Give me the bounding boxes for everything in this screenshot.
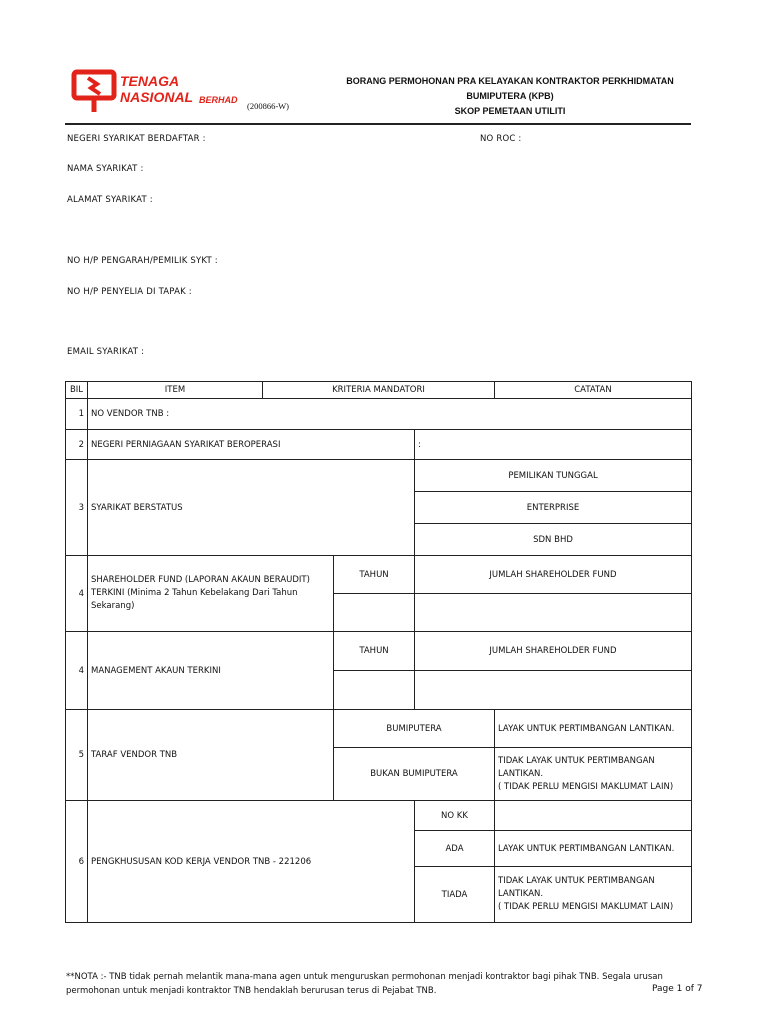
row6-bil: 6 [66, 801, 88, 923]
form-title-line-3: SKOP PEMETAAN UTILITI [454, 106, 566, 116]
row2-negeri-input[interactable]: : [415, 430, 692, 460]
row4b-tahun-input[interactable] [334, 671, 415, 710]
row2-item: NEGERI PERNIAGAAN SYARIKAT BEROPERASI [88, 430, 415, 460]
row4a-tahun-header: TAHUN [334, 556, 415, 594]
header-catatan: CATATAN [495, 382, 692, 399]
row4b-jumlah-header: JUMLAH SHAREHOLDER FUND [415, 632, 692, 671]
table-row [66, 556, 692, 594]
no-kk-input[interactable] [495, 801, 692, 831]
row4a-jumlah-header: JUMLAH SHAREHOLDER FUND [415, 556, 692, 594]
table-row [66, 430, 692, 460]
row4b-tahun-header: TAHUN [334, 632, 415, 671]
note-ada: LAYAK UNTUK PERTIMBANGAN LANTIKAN. [495, 831, 692, 867]
tnb-logo-icon [70, 68, 118, 116]
field-hp-penyelia[interactable]: NO H/P PENYELIA DI TAPAK : [67, 287, 192, 297]
row2-bil: 2 [66, 430, 88, 460]
row4a-tahun-input[interactable] [334, 594, 415, 632]
row6-item: PENGKHUSUSAN KOD KERJA VENDOR TNB - 221206 [88, 801, 415, 923]
table-row [66, 399, 692, 430]
footer-note-line-2: permohonan untuk menjadi kontraktor TNB hendaklah berurusan terus di Pejabat TNB. [66, 986, 437, 996]
option-bukan-bumiputera[interactable]: BUKAN BUMIPUTERA [334, 748, 495, 801]
form-title-line-2: BUMIPUTERA (KPB) [466, 91, 554, 101]
field-email-syarikat[interactable]: EMAIL SYARIKAT : [67, 347, 145, 357]
logo-text-nasional: NASIONAL [120, 89, 194, 105]
row3-item: SYARIKAT BERSTATUS [88, 460, 415, 556]
logo-text-tenaga: TENAGA [120, 73, 180, 89]
field-nama-syarikat[interactable]: NAMA SYARIKAT : [67, 164, 144, 174]
option-ada[interactable]: ADA [415, 831, 495, 867]
table-row [66, 460, 692, 492]
row4a-bil: 4 [66, 556, 88, 632]
row1-no-vendor[interactable]: NO VENDOR TNB : [88, 399, 692, 430]
option-tiada[interactable]: TIADA [415, 867, 495, 923]
field-hp-pengarah[interactable]: NO H/P PENGARAH/PEMILIK SYKT : [67, 256, 218, 266]
form-title [330, 74, 690, 119]
table-row [66, 710, 692, 748]
note-bumiputera: LAYAK UNTUK PERTIMBANGAN LANTIKAN. [495, 710, 692, 748]
header-kriteria: KRITERIA MANDATORI [263, 382, 495, 399]
row4a-jumlah-input[interactable] [415, 594, 692, 632]
footer-note-line-1: **NOTA :- TNB tidak pernah melantik mana-mana agen untuk menguruskan permohonan menjadi kontraktor bagi pihak TNB. Segala urusan [66, 972, 663, 982]
option-sdn-bhd[interactable]: SDN BHD [415, 524, 692, 556]
criteria-table [65, 381, 692, 923]
table-header-row [66, 382, 692, 399]
field-negeri-berdaftar[interactable]: NEGERI SYARIKAT BERDAFTAR : [67, 134, 206, 144]
registration-number: (200866-W) [247, 101, 290, 111]
row4a-item: SHAREHOLDER FUND (LAPORAN AKAUN BERAUDIT) TERKINI (Minima 2 Tahun Kebelakang Dari Tahun Sekarang) [88, 556, 334, 632]
logo-text-berhad: BERHAD [199, 95, 238, 105]
field-alamat-syarikat[interactable]: ALAMAT SYARIKAT : [67, 195, 153, 205]
row4b-bil: 4 [66, 632, 88, 710]
field-no-roc[interactable]: NO ROC : [480, 134, 522, 144]
row4b-item: MANAGEMENT AKAUN TERKINI [88, 632, 334, 710]
note-tiada: TIDAK LAYAK UNTUK PERTIMBANGAN LANTIKAN. ( TIDAK PERLU MENGISI MAKLUMAT LAIN) [495, 867, 692, 923]
option-enterprise[interactable]: ENTERPRISE [415, 492, 692, 524]
header-item: ITEM [88, 382, 263, 399]
header-bil: BIL [66, 382, 88, 399]
option-no-kk: NO KK [415, 801, 495, 831]
tnb-logo [70, 68, 118, 116]
page-number: Page 1 of 7 [652, 984, 703, 994]
header-divider [65, 123, 691, 125]
option-bumiputera[interactable]: BUMIPUTERA [334, 710, 495, 748]
table-row [66, 801, 692, 831]
row5-bil: 5 [66, 710, 88, 801]
row3-bil: 3 [66, 460, 88, 556]
row5-item: TARAF VENDOR TNB [88, 710, 334, 801]
form-title-line-1: BORANG PERMOHONAN PRA KELAYAKAN KONTRAKTOR PERKHIDMATAN [346, 76, 674, 86]
row4b-jumlah-input[interactable] [415, 671, 692, 710]
option-pemilikan-tunggal[interactable]: PEMILIKAN TUNGGAL [415, 460, 692, 492]
table-row [66, 632, 692, 671]
row1-bil: 1 [66, 399, 88, 430]
footer-note [66, 970, 706, 998]
note-bukan-bumiputera: TIDAK LAYAK UNTUK PERTIMBANGAN LANTIKAN. ( TIDAK PERLU MENGISI MAKLUMAT LAIN) [495, 748, 692, 801]
